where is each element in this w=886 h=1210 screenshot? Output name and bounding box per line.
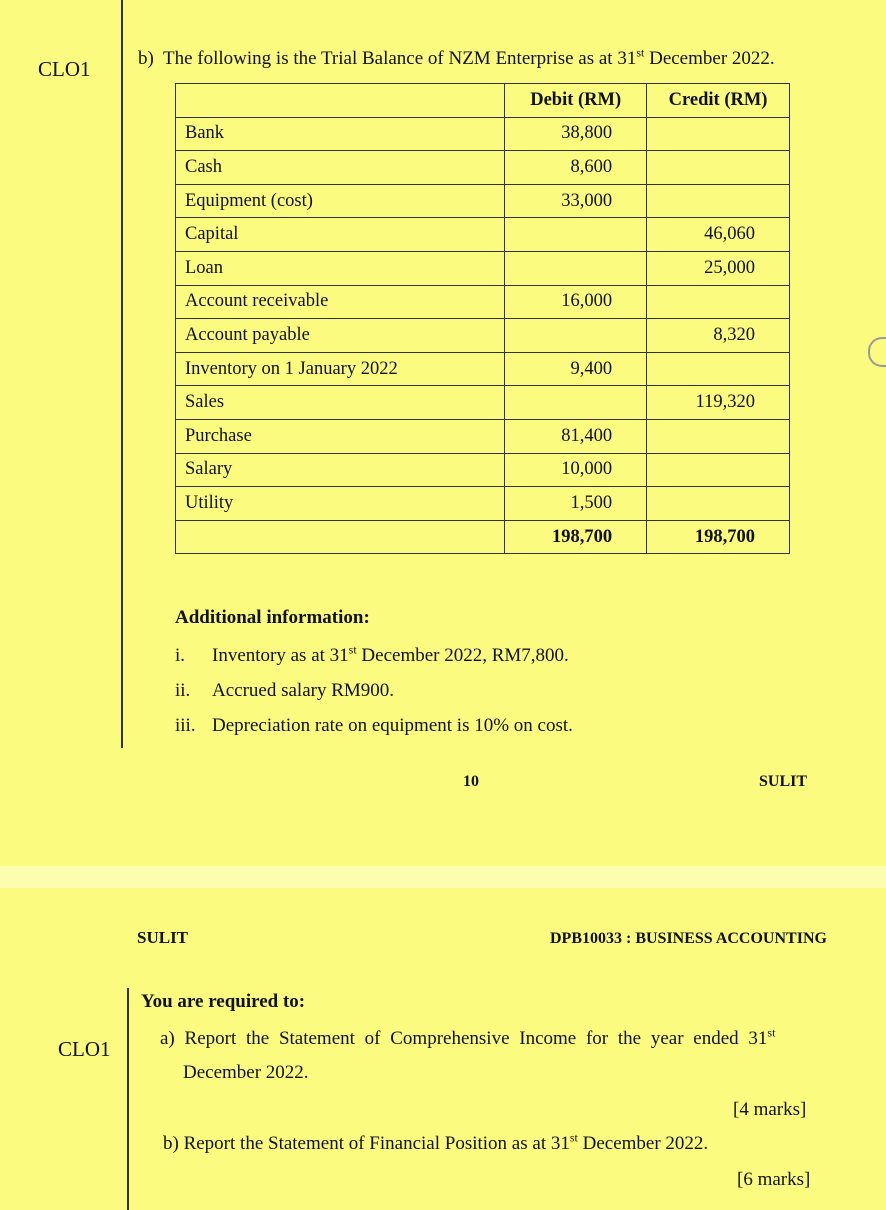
total-debit: 198,700 [505, 520, 647, 554]
credit-value [647, 352, 790, 386]
account-name: Salary [176, 453, 505, 487]
table-row [176, 251, 790, 285]
total-credit: 198,700 [647, 520, 790, 554]
credit-value: 25,000 [647, 251, 790, 285]
debit-value [505, 386, 647, 420]
credit-value [647, 151, 790, 185]
credit-value [647, 285, 790, 319]
trial-balance-table [175, 83, 790, 554]
additional-info-title: Additional information: [175, 607, 370, 628]
task-a: a) Report the Statement of Comprehensive Income for the year ended 31st [160, 1025, 776, 1049]
debit-value: 38,800 [505, 117, 647, 151]
account-name: Cash [176, 151, 505, 185]
credit-value [647, 419, 790, 453]
account-name: Loan [176, 251, 505, 285]
table-header-row [176, 84, 790, 118]
header-credit: Credit (RM) [647, 84, 790, 118]
debit-value [505, 218, 647, 252]
header-debit: Debit (RM) [505, 84, 647, 118]
page-gap [0, 866, 886, 888]
page-number: 10 [463, 773, 479, 790]
task-b-marks: [6 marks] [737, 1169, 811, 1190]
debit-value: 9,400 [505, 352, 647, 386]
question-text: The following is the Trial Balance of NZM Enterprise as at 31st December 2022. [163, 45, 775, 69]
table-row [176, 386, 790, 420]
question-prefix: b) [138, 48, 154, 69]
debit-value: 8,600 [505, 151, 647, 185]
table-row [176, 151, 790, 185]
required-title: You are required to: [141, 991, 306, 1012]
credit-value: 8,320 [647, 319, 790, 353]
table-row [176, 319, 790, 353]
task-a-marks: [4 marks] [733, 1099, 807, 1120]
task-b: b) Report the Statement of Financial Position as at 31st December 2022. [163, 1130, 709, 1154]
account-name: Purchase [176, 419, 505, 453]
account-name: Account payable [176, 319, 505, 353]
total-label [176, 520, 505, 554]
debit-value [505, 251, 647, 285]
table-row [176, 285, 790, 319]
info-item-number: i. [175, 645, 186, 666]
account-name: Equipment (cost) [176, 184, 505, 218]
table-row [176, 453, 790, 487]
account-name: Inventory on 1 January 2022 [176, 352, 505, 386]
debit-value: 33,000 [505, 184, 647, 218]
table-row [176, 487, 790, 521]
debit-value [505, 319, 647, 353]
footer-classification: SULIT [759, 773, 808, 790]
credit-value [647, 184, 790, 218]
account-name: Bank [176, 117, 505, 151]
debit-value: 16,000 [505, 285, 647, 319]
course-header: DPB10033 : BUSINESS ACCOUNTING [550, 930, 827, 947]
margin-line-upper [121, 0, 123, 748]
total-row [176, 520, 790, 554]
debit-value: 10,000 [505, 453, 647, 487]
header-classification: SULIT [137, 928, 189, 947]
info-item-number: iii. [175, 715, 196, 736]
question-heading [138, 45, 775, 70]
credit-value [647, 117, 790, 151]
credit-value: 46,060 [647, 218, 790, 252]
table-row [176, 117, 790, 151]
margin-line-lower [127, 988, 129, 1210]
table-row [176, 218, 790, 252]
debit-value: 81,400 [505, 419, 647, 453]
header-account [176, 84, 505, 118]
clo-label: CLO1 [38, 57, 91, 81]
clo-label-2: CLO1 [58, 1037, 111, 1061]
table-row [176, 419, 790, 453]
info-item-text: Accrued salary RM900. [212, 680, 395, 701]
table-row [176, 184, 790, 218]
info-item-text: Depreciation rate on equipment is 10% on cost. [212, 715, 573, 736]
info-item-text: Inventory as at 31st December 2022, RM7,800. [212, 642, 569, 666]
credit-value [647, 487, 790, 521]
debit-value: 1,500 [505, 487, 647, 521]
credit-value: 119,320 [647, 386, 790, 420]
account-name: Sales [176, 386, 505, 420]
info-item-number: ii. [175, 680, 191, 701]
account-name: Capital [176, 218, 505, 252]
task-a-line2: December 2022. [183, 1062, 309, 1083]
table-row [176, 352, 790, 386]
account-name: Account receivable [176, 285, 505, 319]
account-name: Utility [176, 487, 505, 521]
credit-value [647, 453, 790, 487]
